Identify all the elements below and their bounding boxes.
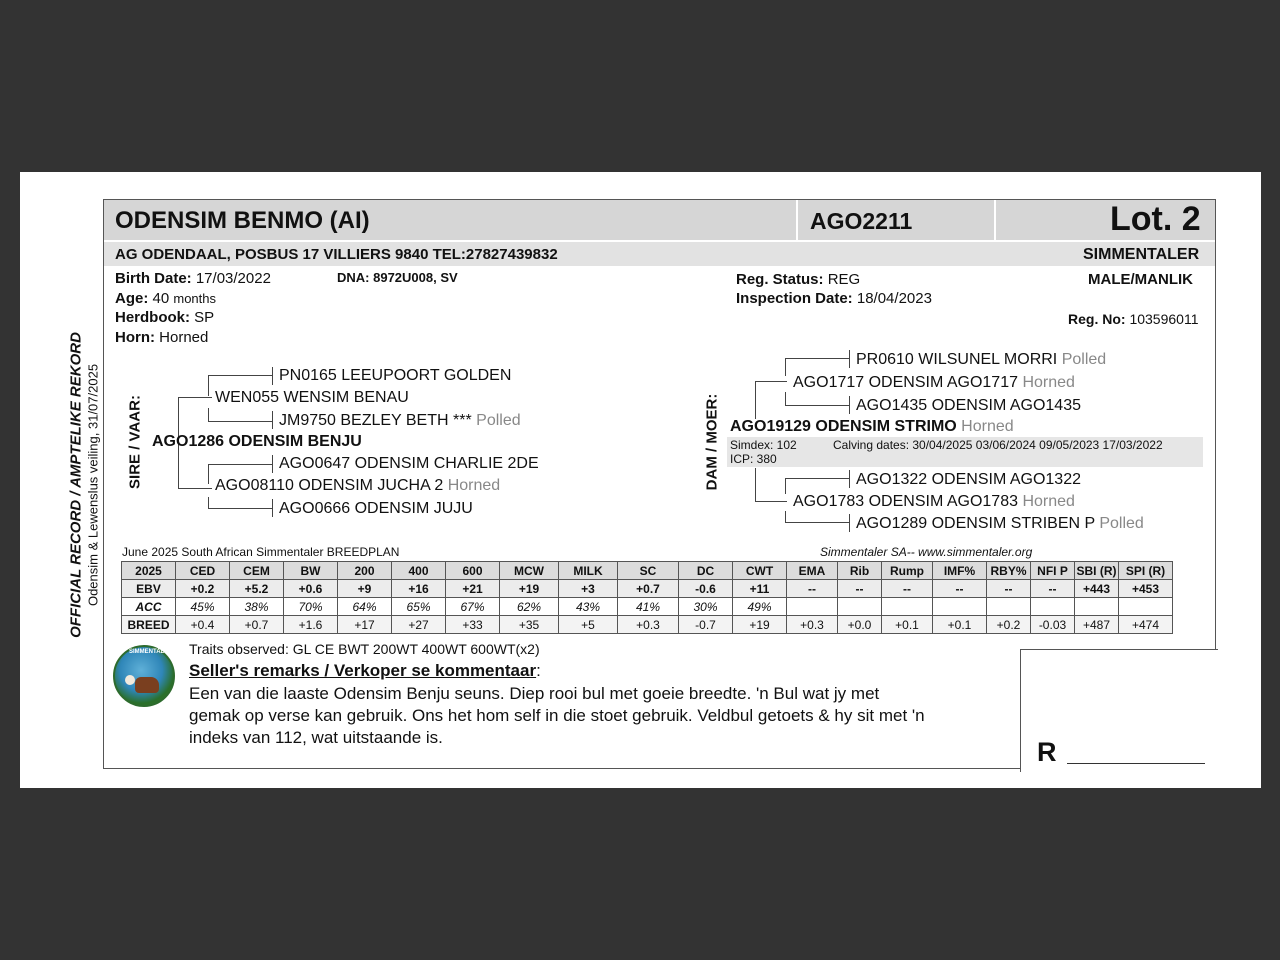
breedplan-header-row	[122, 562, 1173, 580]
breedplan-cell: +487	[1075, 616, 1119, 634]
breedplan-cell: +5.2	[230, 580, 284, 598]
sire-sire-sire: PN0165 LEEUPOORT GOLDEN	[279, 367, 512, 384]
breedplan-cell: RBY%	[987, 562, 1031, 580]
breedplan-cell: +21	[446, 580, 500, 598]
breedplan-cell: +443	[1075, 580, 1119, 598]
breedplan-cell	[838, 598, 882, 616]
breedplan-cell: 41%	[618, 598, 679, 616]
breedplan-cell: EMA	[787, 562, 838, 580]
breedplan-cell: --	[1031, 580, 1075, 598]
breedplan-cell: +0.2	[176, 580, 230, 598]
sire-name: AGO1286 ODENSIM BENJU	[152, 433, 362, 450]
breedplan-cell: +0.4	[176, 616, 230, 634]
breedplan-cell: MILK	[559, 562, 618, 580]
horn-status: Horn: Horned	[115, 329, 209, 346]
animal-id: AGO2211	[810, 208, 913, 234]
breedplan-acc-row	[122, 598, 1173, 616]
reg-number: Reg. No: 103596011	[1068, 311, 1199, 327]
herdbook: Herdbook: SP	[115, 309, 215, 326]
price-label: R	[1037, 737, 1057, 767]
breedplan-cell: +0.3	[787, 616, 838, 634]
breedplan-cell: +0.0	[838, 616, 882, 634]
breedplan-cell: +11	[733, 580, 787, 598]
breedplan-cell: --	[882, 580, 933, 598]
breedplan-cell: +3	[559, 580, 618, 598]
breedplan-cell: +16	[392, 580, 446, 598]
breedplan-cell: BW	[284, 562, 338, 580]
breedplan-caption: June 2025 South African Simmentaler BREEDPLAN	[122, 545, 400, 559]
breedplan-cell: 70%	[284, 598, 338, 616]
breed-name: SIMMENTALER	[1083, 246, 1200, 263]
traits-observed: Traits observed: GL CE BWT 200WT 400WT 600WT(x2)	[189, 641, 540, 657]
breedplan-breed-row	[122, 616, 1173, 634]
breedplan-cell	[933, 598, 987, 616]
breedplan-cell	[1031, 598, 1075, 616]
dam-sire-sire: PR0610 WILSUNEL MORRI Polled	[856, 351, 1107, 368]
breedplan-cell: IMF%	[933, 562, 987, 580]
sire-dam: AGO08110 ODENSIM JUCHA 2 Horned	[215, 477, 501, 494]
breedplan-cell: +0.3	[618, 616, 679, 634]
breedplan-cell: 200	[338, 562, 392, 580]
sex: MALE/MANLIK	[1088, 271, 1193, 288]
breedplan-cell: 49%	[733, 598, 787, 616]
sire-dam-sire: AGO0647 ODENSIM CHARLIE 2DE	[279, 455, 539, 472]
breedplan-cell: 67%	[446, 598, 500, 616]
breedplan-cell: +33	[446, 616, 500, 634]
breedplan-cell	[882, 598, 933, 616]
dam-calving-dates: Calving dates: 30/04/2025 03/06/2024 09/05/2023 17/03/2022	[833, 438, 1163, 452]
price-input-line[interactable]	[1067, 763, 1205, 764]
breedplan-cell: EBV	[122, 580, 176, 598]
breedplan-cell: 65%	[392, 598, 446, 616]
breedplan-cell: SPI (R)	[1119, 562, 1173, 580]
breedplan-cell: +0.7	[618, 580, 679, 598]
breedplan-cell: -0.6	[679, 580, 733, 598]
breedplan-cell: 2025	[122, 562, 176, 580]
breedplan-ebv-row	[122, 580, 1173, 598]
breedplan-cell: CEM	[230, 562, 284, 580]
remarks-line-2: gemak op verse kan gebruik. Ons het hom self in die stoet gebruik. Veldbul getoets & hy sit met 'n	[189, 706, 925, 725]
simmentaler-site: Simmentaler SA-- www.simmentaler.org	[820, 545, 1033, 559]
breedplan-cell: Rump	[882, 562, 933, 580]
lot-number: Lot. 2	[1110, 200, 1201, 238]
dam-sire-dam: AGO1435 ODENSIM AGO1435	[856, 397, 1081, 414]
dam-simdex: Simdex: 102	[730, 438, 797, 452]
breedplan-cell: +9	[338, 580, 392, 598]
birth-date: Birth Date: 17/03/2022	[115, 270, 271, 287]
dam-name: AGO19129 ODENSIM STRIMO Horned	[730, 418, 1014, 435]
breedplan-cell: Rib	[838, 562, 882, 580]
dam-dam: AGO1783 ODENSIM AGO1783 Horned	[793, 493, 1075, 510]
breedplan-cell: +453	[1119, 580, 1173, 598]
dam-sire: AGO1717 ODENSIM AGO1717 Horned	[793, 374, 1075, 391]
breedplan-cell: +0.1	[882, 616, 933, 634]
inspection-date: Inspection Date: 18/04/2023	[736, 290, 932, 307]
breedplan-cell: +19	[500, 580, 559, 598]
breedplan-cell: CWT	[733, 562, 787, 580]
breedplan-cell: 600	[446, 562, 500, 580]
breedplan-cell: 400	[392, 562, 446, 580]
sire-dam-dam: AGO0666 ODENSIM JUJU	[279, 500, 473, 517]
breedplan-cell: NFI P	[1031, 562, 1075, 580]
breedplan-cell: +0.1	[933, 616, 987, 634]
breedplan-cell: +19	[733, 616, 787, 634]
breedplan-table	[121, 561, 1173, 634]
sire-sire-dam: JM9750 BEZLEY BETH *** Polled	[279, 412, 521, 429]
breedplan-cell: 38%	[230, 598, 284, 616]
dam-dam-sire: AGO1322 ODENSIM AGO1322	[856, 471, 1081, 488]
simmentaler-logo: SIMMENTALER	[113, 645, 175, 707]
breedplan-cell: --	[933, 580, 987, 598]
breedplan-cell: +0.7	[230, 616, 284, 634]
breedplan-cell: 64%	[338, 598, 392, 616]
breedplan-cell: BREED	[122, 616, 176, 634]
dam-dam-dam: AGO1289 ODENSIM STRIBEN P Polled	[856, 515, 1144, 532]
breedplan-cell: DC	[679, 562, 733, 580]
breedplan-cell: +474	[1119, 616, 1173, 634]
breedplan-cell: 43%	[559, 598, 618, 616]
dam-icp: ICP: 380	[730, 452, 777, 466]
breedplan-cell: --	[987, 580, 1031, 598]
breedplan-cell: +0.6	[284, 580, 338, 598]
breedplan-cell: 30%	[679, 598, 733, 616]
breedplan-cell	[1075, 598, 1119, 616]
breedplan-cell: +27	[392, 616, 446, 634]
breedplan-cell: CED	[176, 562, 230, 580]
dna-info: DNA: 8972U008, SV	[337, 270, 458, 285]
breedplan-cell: +5	[559, 616, 618, 634]
remarks-line-1: Een van die laaste Odensim Benju seuns. Diep rooi bul met goeie breedte. 'n Bul wat jy met	[189, 684, 880, 703]
reg-status: Reg. Status: REG	[736, 271, 861, 288]
breedplan-cell: 45%	[176, 598, 230, 616]
breedplan-cell: SBI (R)	[1076, 563, 1117, 578]
dam-label: DAM / MOER:	[703, 393, 721, 491]
official-record-text: OFFICIAL RECORD / AMPTELIKE REKORD	[67, 332, 85, 638]
breedplan-cell: --	[838, 580, 882, 598]
sire-sire: WEN055 WENSIM BENAU	[215, 389, 409, 406]
breeder-info: AG ODENDAAL, POSBUS 17 VILLIERS 9840 TEL:27827439832	[115, 246, 558, 263]
breedplan-cell	[1119, 598, 1173, 616]
breedplan-cell: 62%	[500, 598, 559, 616]
breedplan-cell: SC	[618, 562, 679, 580]
sire-label: SIRE / VAAR:	[126, 395, 144, 489]
breedplan-cell: ACC	[122, 598, 176, 616]
age: Age: 40 months	[115, 290, 217, 307]
sale-text: Odensim & Lewenslus veiling, 31/07/2025	[85, 363, 101, 607]
breedplan-cell	[987, 598, 1031, 616]
breedplan-cell: +17	[338, 616, 392, 634]
breedplan-cell	[787, 598, 838, 616]
remarks-line-3: indeks van 112, wat uitstaande is.	[189, 728, 443, 747]
breedplan-cell: +0.2	[987, 616, 1031, 634]
remarks-title: Seller's remarks / Verkoper se kommentaar:	[189, 661, 541, 680]
animal-name: ODENSIM BENMO (AI)	[115, 207, 370, 234]
breedplan-cell: -0.03	[1031, 616, 1075, 634]
breedplan-cell: +1.6	[284, 616, 338, 634]
breedplan-cell: -0.7	[679, 616, 733, 634]
breedplan-cell: +35	[500, 616, 559, 634]
breedplan-cell: --	[787, 580, 838, 598]
breedplan-cell: MCW	[500, 562, 559, 580]
